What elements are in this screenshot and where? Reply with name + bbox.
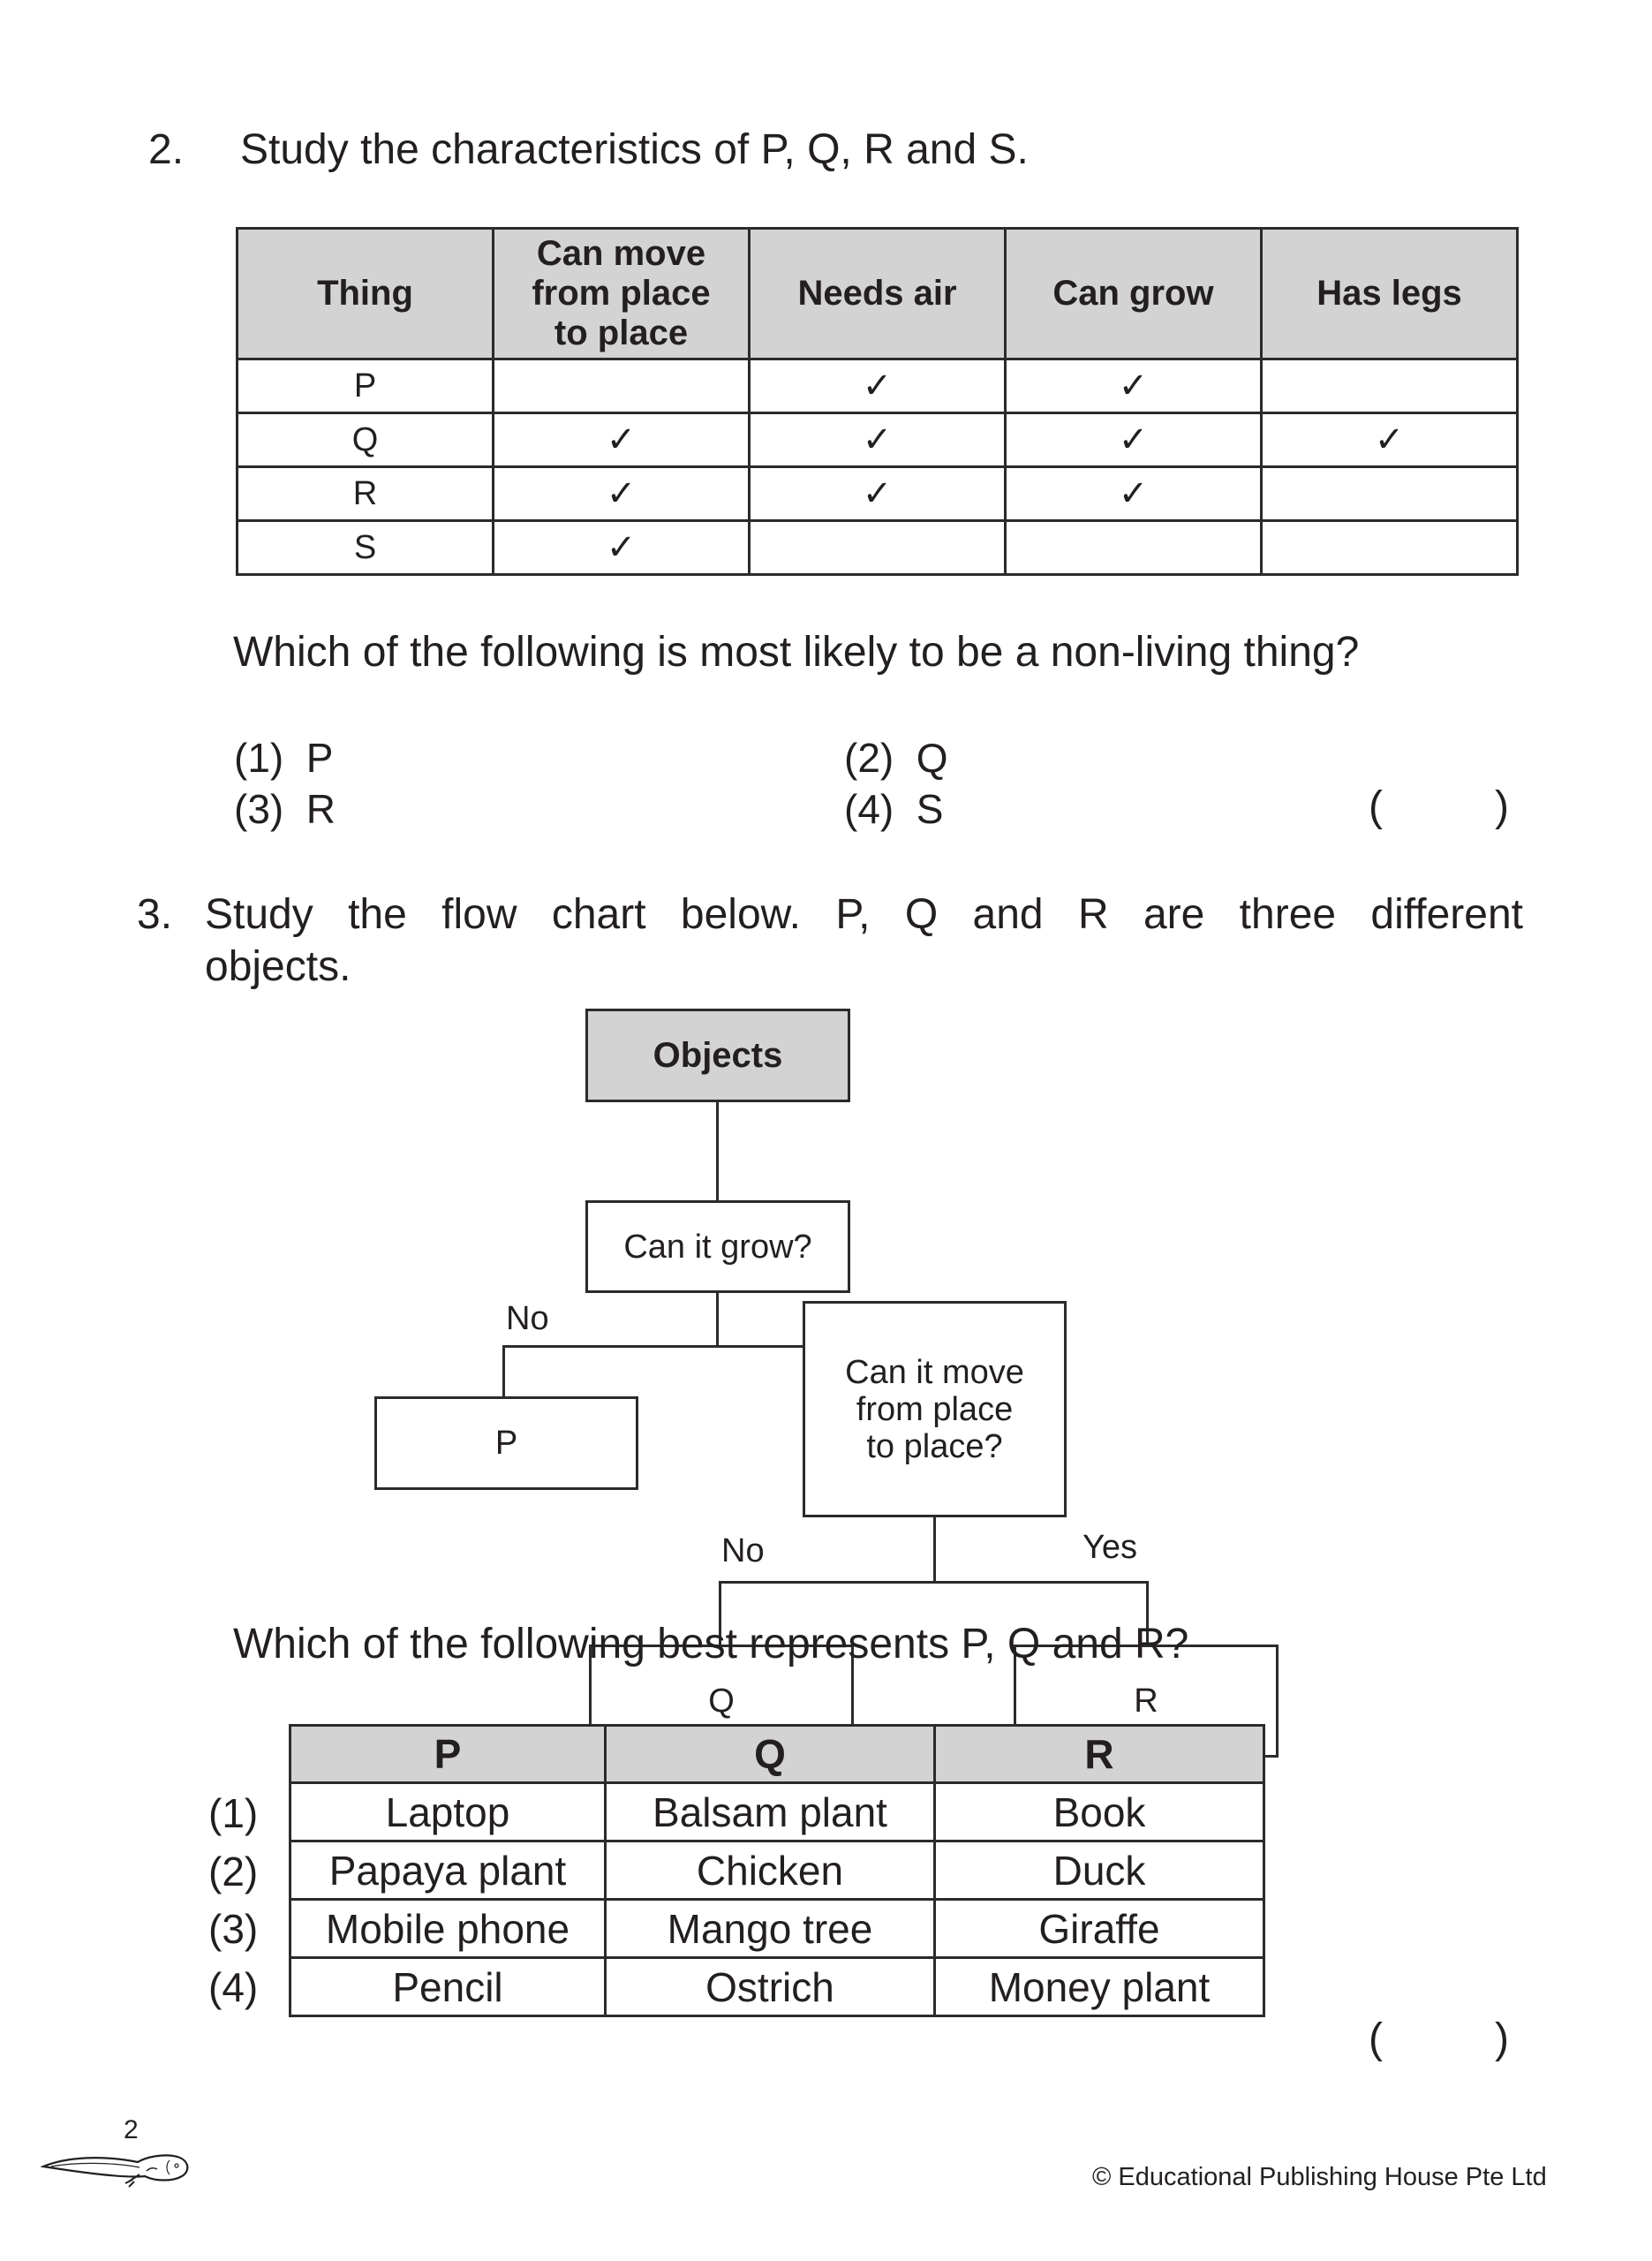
header-text: Can move — [536, 234, 706, 273]
cell-p: Pencil — [290, 1958, 606, 2016]
flow-leaf-q-label: Q — [708, 1682, 735, 1720]
option-label: (4) — [844, 786, 894, 832]
flow-question-move-line: to place? — [866, 1427, 1003, 1465]
option-label: (1) — [234, 735, 284, 781]
check-cell — [1262, 359, 1518, 413]
cell-r: Money plant — [935, 1958, 1264, 2016]
table-header-row — [290, 1726, 1264, 1783]
answer-field[interactable] — [1391, 782, 1488, 835]
table-row — [238, 413, 1518, 467]
question-3-number: 3. — [137, 891, 173, 938]
branch-label-no: No — [721, 1532, 765, 1569]
check-cell: ✓ — [1006, 359, 1262, 413]
table-header-row — [238, 229, 1518, 359]
table-row — [238, 467, 1518, 521]
header-text: Needs air — [797, 274, 957, 313]
flow-question-move-box — [803, 1301, 1067, 1517]
header-text: Has legs — [1316, 274, 1462, 313]
question-3-question: Which of the following best represents P, Q and R? — [233, 1621, 1189, 1667]
flow-question-move-line: Can it move — [845, 1353, 1024, 1391]
answer-bracket-close: ) — [1495, 2015, 1509, 2062]
answer-bracket-open: ( — [1369, 2015, 1383, 2062]
cell-q: Chicken — [606, 1841, 935, 1900]
table-row — [290, 1783, 1264, 1841]
check-cell: ✓ — [494, 521, 750, 575]
header-can-move — [494, 229, 750, 359]
option-label: (3) — [234, 786, 284, 832]
option-2-label[interactable]: (2) — [208, 1849, 259, 1894]
table-row — [238, 359, 1518, 413]
connector-line — [716, 1293, 719, 1347]
table-row — [238, 521, 1518, 575]
cell-q: Ostrich — [606, 1958, 935, 2016]
cell-q: Balsam plant — [606, 1783, 935, 1841]
check-cell: ✓ — [494, 413, 750, 467]
connector-line — [502, 1345, 505, 1398]
check-cell — [750, 521, 1006, 575]
flow-leaf-r-label: R — [1134, 1683, 1158, 1720]
header-text: Can grow — [1052, 274, 1214, 313]
cell-p: Papaya plant — [290, 1841, 606, 1900]
thing-cell: Q — [238, 413, 494, 467]
question-3-prompt-line-2: objects. — [205, 943, 351, 990]
header-can-grow — [1006, 229, 1262, 359]
flow-question-grow-label: Can it grow? — [623, 1228, 812, 1266]
check-cell — [1262, 521, 1518, 575]
cell-r: Duck — [935, 1841, 1264, 1900]
header-q: Q — [606, 1726, 935, 1783]
option-value: Q — [916, 735, 948, 781]
table-row — [290, 1958, 1264, 2016]
cell-r: Giraffe — [935, 1900, 1264, 1958]
options-table — [289, 1724, 1265, 2017]
option-4[interactable] — [844, 786, 944, 832]
cell-p: Mobile phone — [290, 1900, 606, 1958]
check-cell — [1006, 521, 1262, 575]
page-number: 2 — [124, 2115, 139, 2144]
branch-label-no: No — [506, 1300, 549, 1337]
option-1-label[interactable]: (1) — [208, 1790, 259, 1836]
option-3[interactable] — [234, 786, 336, 832]
tadpole-icon — [41, 2148, 191, 2192]
copyright-text: © Educational Publishing House Pte Ltd — [1092, 2163, 1547, 2191]
flow-question-grow-box — [585, 1200, 850, 1293]
connector-line — [716, 1102, 719, 1201]
check-cell: ✓ — [750, 413, 1006, 467]
cell-r: Book — [935, 1783, 1264, 1841]
header-text: from place — [532, 274, 711, 313]
option-3-label[interactable]: (3) — [208, 1906, 259, 1952]
header-text: Thing — [317, 274, 413, 313]
option-1[interactable] — [234, 735, 334, 781]
option-label: (2) — [844, 735, 894, 781]
answer-bracket-close: ) — [1495, 783, 1509, 830]
option-4-label[interactable]: (4) — [208, 1964, 259, 2010]
table-row — [290, 1900, 1264, 1958]
thing-cell: P — [238, 359, 494, 413]
header-thing — [238, 229, 494, 359]
flow-root-box — [585, 1009, 850, 1102]
header-p: P — [290, 1726, 606, 1783]
option-value: S — [916, 786, 944, 832]
cell-p: Laptop — [290, 1783, 606, 1841]
characteristics-table — [236, 227, 1519, 576]
check-cell: ✓ — [494, 467, 750, 521]
check-cell: ✓ — [750, 467, 1006, 521]
question-2-prompt: Study the characteristics of P, Q, R and S. — [240, 126, 1029, 173]
header-r: R — [935, 1726, 1264, 1783]
question-2-question: Which of the following is most likely to be a non-living thing? — [233, 629, 1360, 676]
check-cell: ✓ — [1006, 413, 1262, 467]
flow-leaf-p-box — [374, 1396, 638, 1490]
option-value: R — [306, 786, 336, 832]
check-cell: ✓ — [1006, 467, 1262, 521]
check-cell: ✓ — [750, 359, 1006, 413]
answer-bracket-open: ( — [1369, 783, 1383, 830]
check-cell — [1262, 467, 1518, 521]
option-value: P — [306, 735, 334, 781]
header-needs-air — [750, 229, 1006, 359]
connector-line — [719, 1581, 1149, 1584]
connector-line — [933, 1517, 936, 1583]
header-text: to place — [554, 314, 689, 352]
header-has-legs — [1262, 229, 1518, 359]
check-cell: ✓ — [1262, 413, 1518, 467]
answer-field[interactable] — [1391, 2014, 1488, 2067]
flow-root-label: Objects — [653, 1036, 783, 1075]
question-3-prompt-line-1: Study the flow chart below. P, Q and R are three different — [205, 891, 1523, 938]
cell-q: Mango tree — [606, 1900, 935, 1958]
branch-label-yes: Yes — [1082, 1529, 1137, 1566]
option-2[interactable] — [844, 735, 948, 781]
thing-cell: S — [238, 521, 494, 575]
table-row — [290, 1841, 1264, 1900]
check-cell — [494, 359, 750, 413]
question-2-number: 2. — [148, 126, 185, 173]
flow-leaf-p-label: P — [494, 1425, 518, 1462]
thing-cell: R — [238, 467, 494, 521]
flow-question-move-line: from place — [856, 1390, 1014, 1428]
